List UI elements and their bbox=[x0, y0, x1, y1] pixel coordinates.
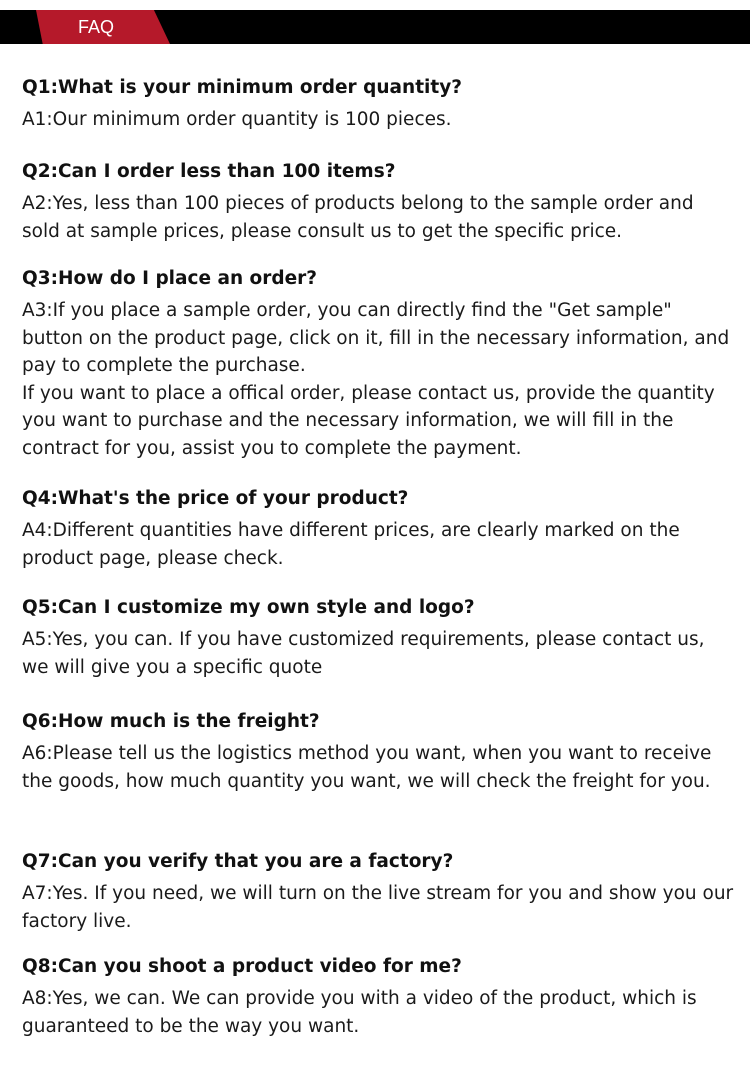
faq-tab-label: FAQ bbox=[77, 17, 114, 37]
answer-7: A7:Yes. If you need, we will turn on the live stream for you and show you our factory live. bbox=[22, 883, 734, 932]
faq-item-2 bbox=[22, 158, 734, 245]
answer-1: A1:Our minimum order quantity is 100 pieces. bbox=[22, 109, 452, 130]
question-8: Q8:Can you shoot a product video for me? bbox=[22, 956, 462, 977]
answer-4: A4:Different quantities have different prices, are clearly marked on the product page, please check. bbox=[22, 520, 680, 569]
faq-item-4 bbox=[22, 485, 734, 572]
faq-item-7 bbox=[22, 848, 734, 935]
answer-5: A5:Yes, you can. If you have customized requirements, please contact us, we will give you a specific quote bbox=[22, 629, 705, 678]
question-2: Q2:Can I order less than 100 items? bbox=[22, 161, 396, 182]
answer-3: A3:If you place a sample order, you can directly find the "Get sample" button on the product page, click on it, fill in the necessary information, and pay to complete the purchase. If you want to place a offical order, please contact us, provide the quantity you want to purchase and the necessary information, we will fill in the contract for you, assist you to complete the payment. bbox=[22, 300, 730, 459]
faq-item-6 bbox=[22, 708, 734, 795]
answer-6: A6:Please tell us the logistics method you want, when you want to receive the goods, how much quantity you want, we will check the freight for you. bbox=[22, 743, 712, 792]
faq-item-5 bbox=[22, 594, 734, 681]
answer-2: A2:Yes, less than 100 pieces of products belong to the sample order and sold at sample prices, please consult us to get the specific price. bbox=[22, 193, 694, 242]
question-5: Q5:Can I customize my own style and logo? bbox=[22, 597, 475, 618]
question-4: Q4:What's the price of your product? bbox=[22, 488, 409, 509]
faq-item-8 bbox=[22, 953, 734, 1040]
question-7: Q7:Can you verify that you are a factory? bbox=[22, 851, 454, 872]
question-3: Q3:How do I place an order? bbox=[22, 268, 318, 289]
question-6: Q6:How much is the freight? bbox=[22, 711, 320, 732]
faq-item-3 bbox=[22, 265, 734, 462]
question-1: Q1:What is your minimum order quantity? bbox=[22, 77, 463, 98]
answer-8: A8:Yes, we can. We can provide you with a video of the product, which is guaranteed to be the way you want. bbox=[22, 988, 697, 1037]
faq-item-1 bbox=[22, 74, 734, 134]
